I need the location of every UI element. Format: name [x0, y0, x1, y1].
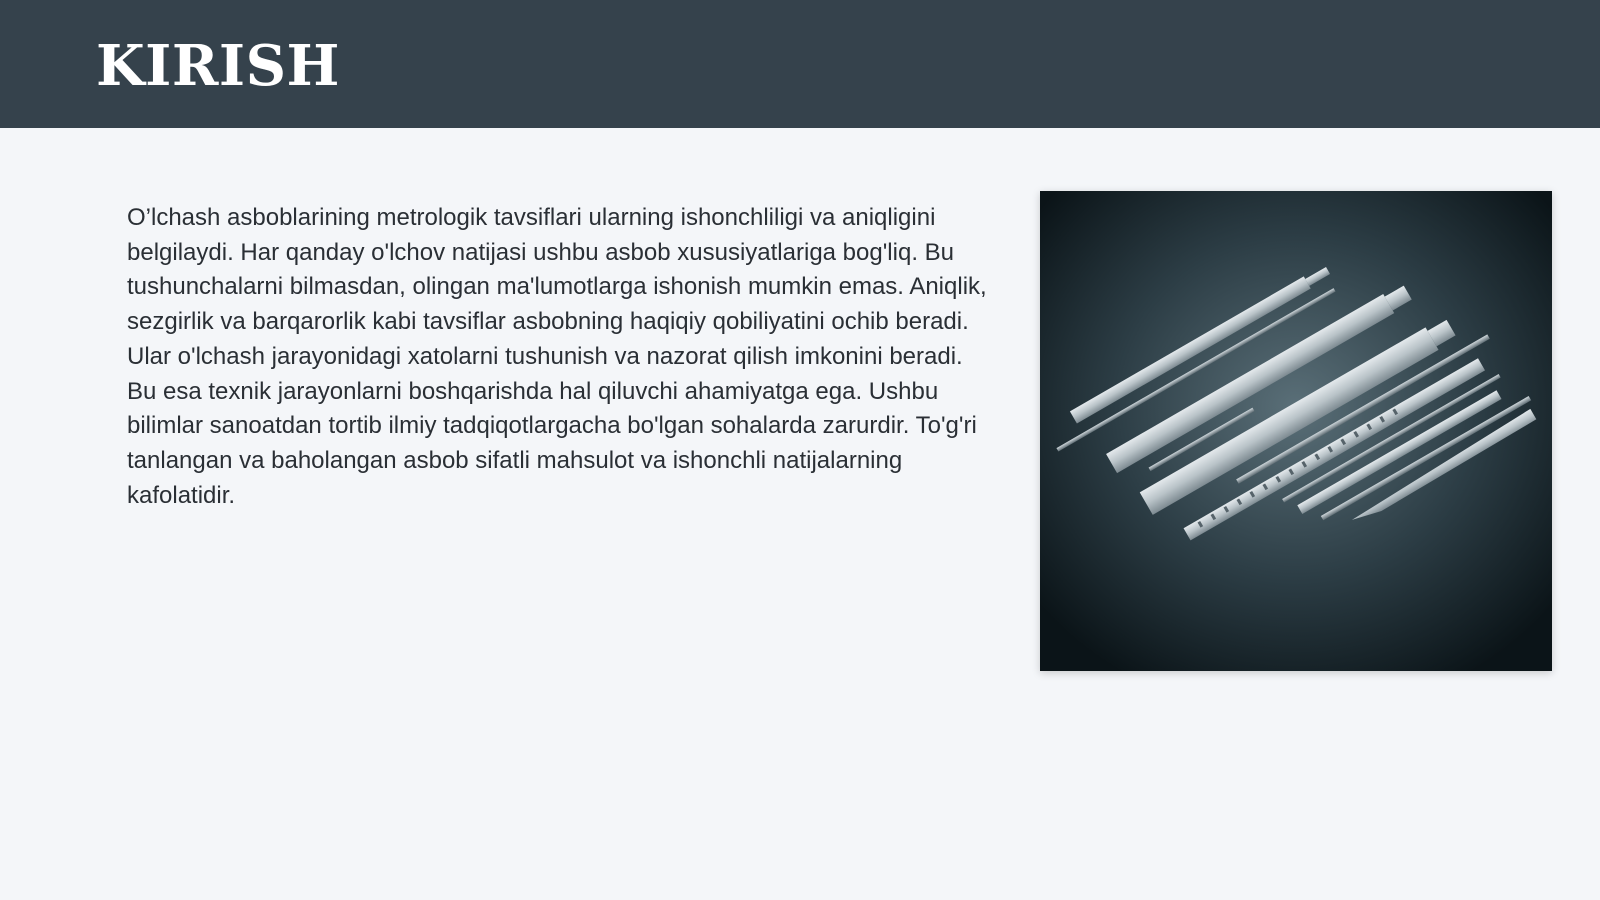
measuring-tools-photo: [1040, 191, 1552, 671]
title-bar: [0, 0, 1600, 128]
intro-paragraph: O’lchash asboblarining metrologik tavsiflari ularning ishonchliligi va aniqligini belgilaydi. Har qanday o'lchov natijasi ushbu asbob xususiyatlariga bog'liq. Bu tushunchalarni bilmasdan, olingan ma'lumotlarga ishonish mumkin emas. Aniqlik, sezgirlik va barqarorlik kabi tavsiflar asbobning haqiqiy qobiliyatini ochib beradi. Ular o'lchash jarayonidagi xatolarni tushunish va nazorat qilish imkonini beradi. Bu esa texnik jarayonlarni boshqarishda hal qiluvchi ahamiyatga ega. Ushbu bilimlar sanoatdan tortib ilmiy tadqiqotlargacha bo'lgan sohalarda zarurdir. To'g'ri tanlangan va baholangan asbob sifatli mahsulot va ishonchli natijalarning kafolatidir.: [127, 204, 987, 509]
slide-title: KIRISH: [96, 33, 340, 99]
